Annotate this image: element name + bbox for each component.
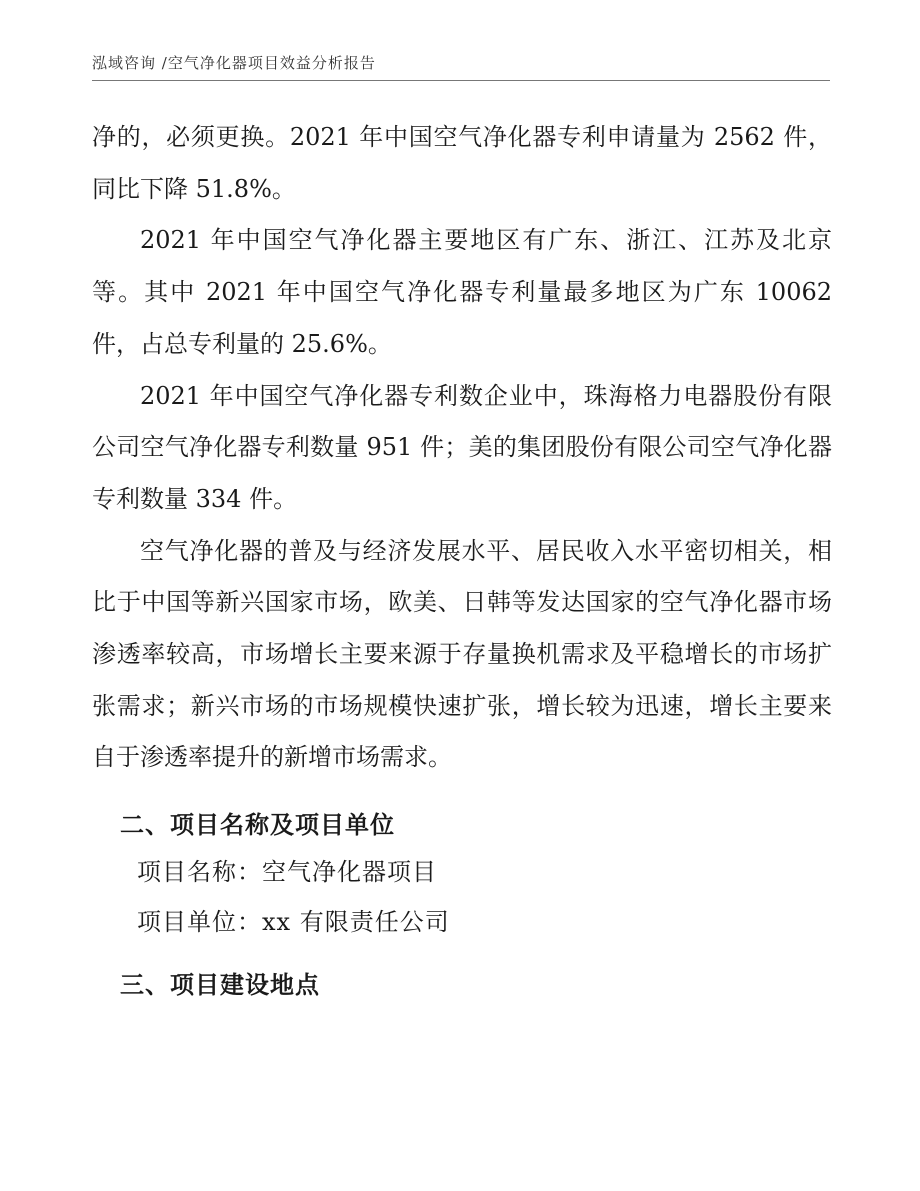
paragraph-1: 净的，必须更换。2021 年中国空气净化器专利申请量为 2562 件，同比下降 51.8%。 bbox=[92, 123, 832, 203]
section-3-heading: 三、项目建设地点 bbox=[120, 971, 320, 999]
paragraph-4: 空气净化器的普及与经济发展水平、居民收入水平密切相关，相比于中国等新兴国家市场，欧美、日韩等发达国家的空气净化器市场渗透率较高，市场增长主要来源于存量换机需求及平稳增长的市场扩张需求；新兴市场的市场规模快速扩张，增长较为迅速，增长主要来自于渗透率提升的新增市场需求。 bbox=[92, 536, 832, 772]
paragraph-2: 2021 年中国空气净化器主要地区有广东、浙江、江苏及北京等。其中 2021 年中国空气净化器专利量最多地区为广东 10062 件，占总专利量的 25.6%。 bbox=[92, 226, 832, 358]
header-divider bbox=[92, 80, 830, 81]
paragraph-3: 2021 年中国空气净化器专利数企业中，珠海格力电器股份有限公司空气净化器专利数量 951 件；美的集团股份有限公司空气净化器专利数量 334 件。 bbox=[92, 381, 832, 513]
project-unit: 项目单位：xx 有限责任公司 bbox=[137, 908, 450, 936]
project-name: 项目名称：空气净化器项目 bbox=[137, 858, 437, 886]
body-text bbox=[92, 112, 832, 784]
running-header: 泓域咨询 /空气净化器项目效益分析报告 bbox=[92, 54, 376, 72]
section-2-heading: 二、项目名称及项目单位 bbox=[120, 811, 395, 839]
